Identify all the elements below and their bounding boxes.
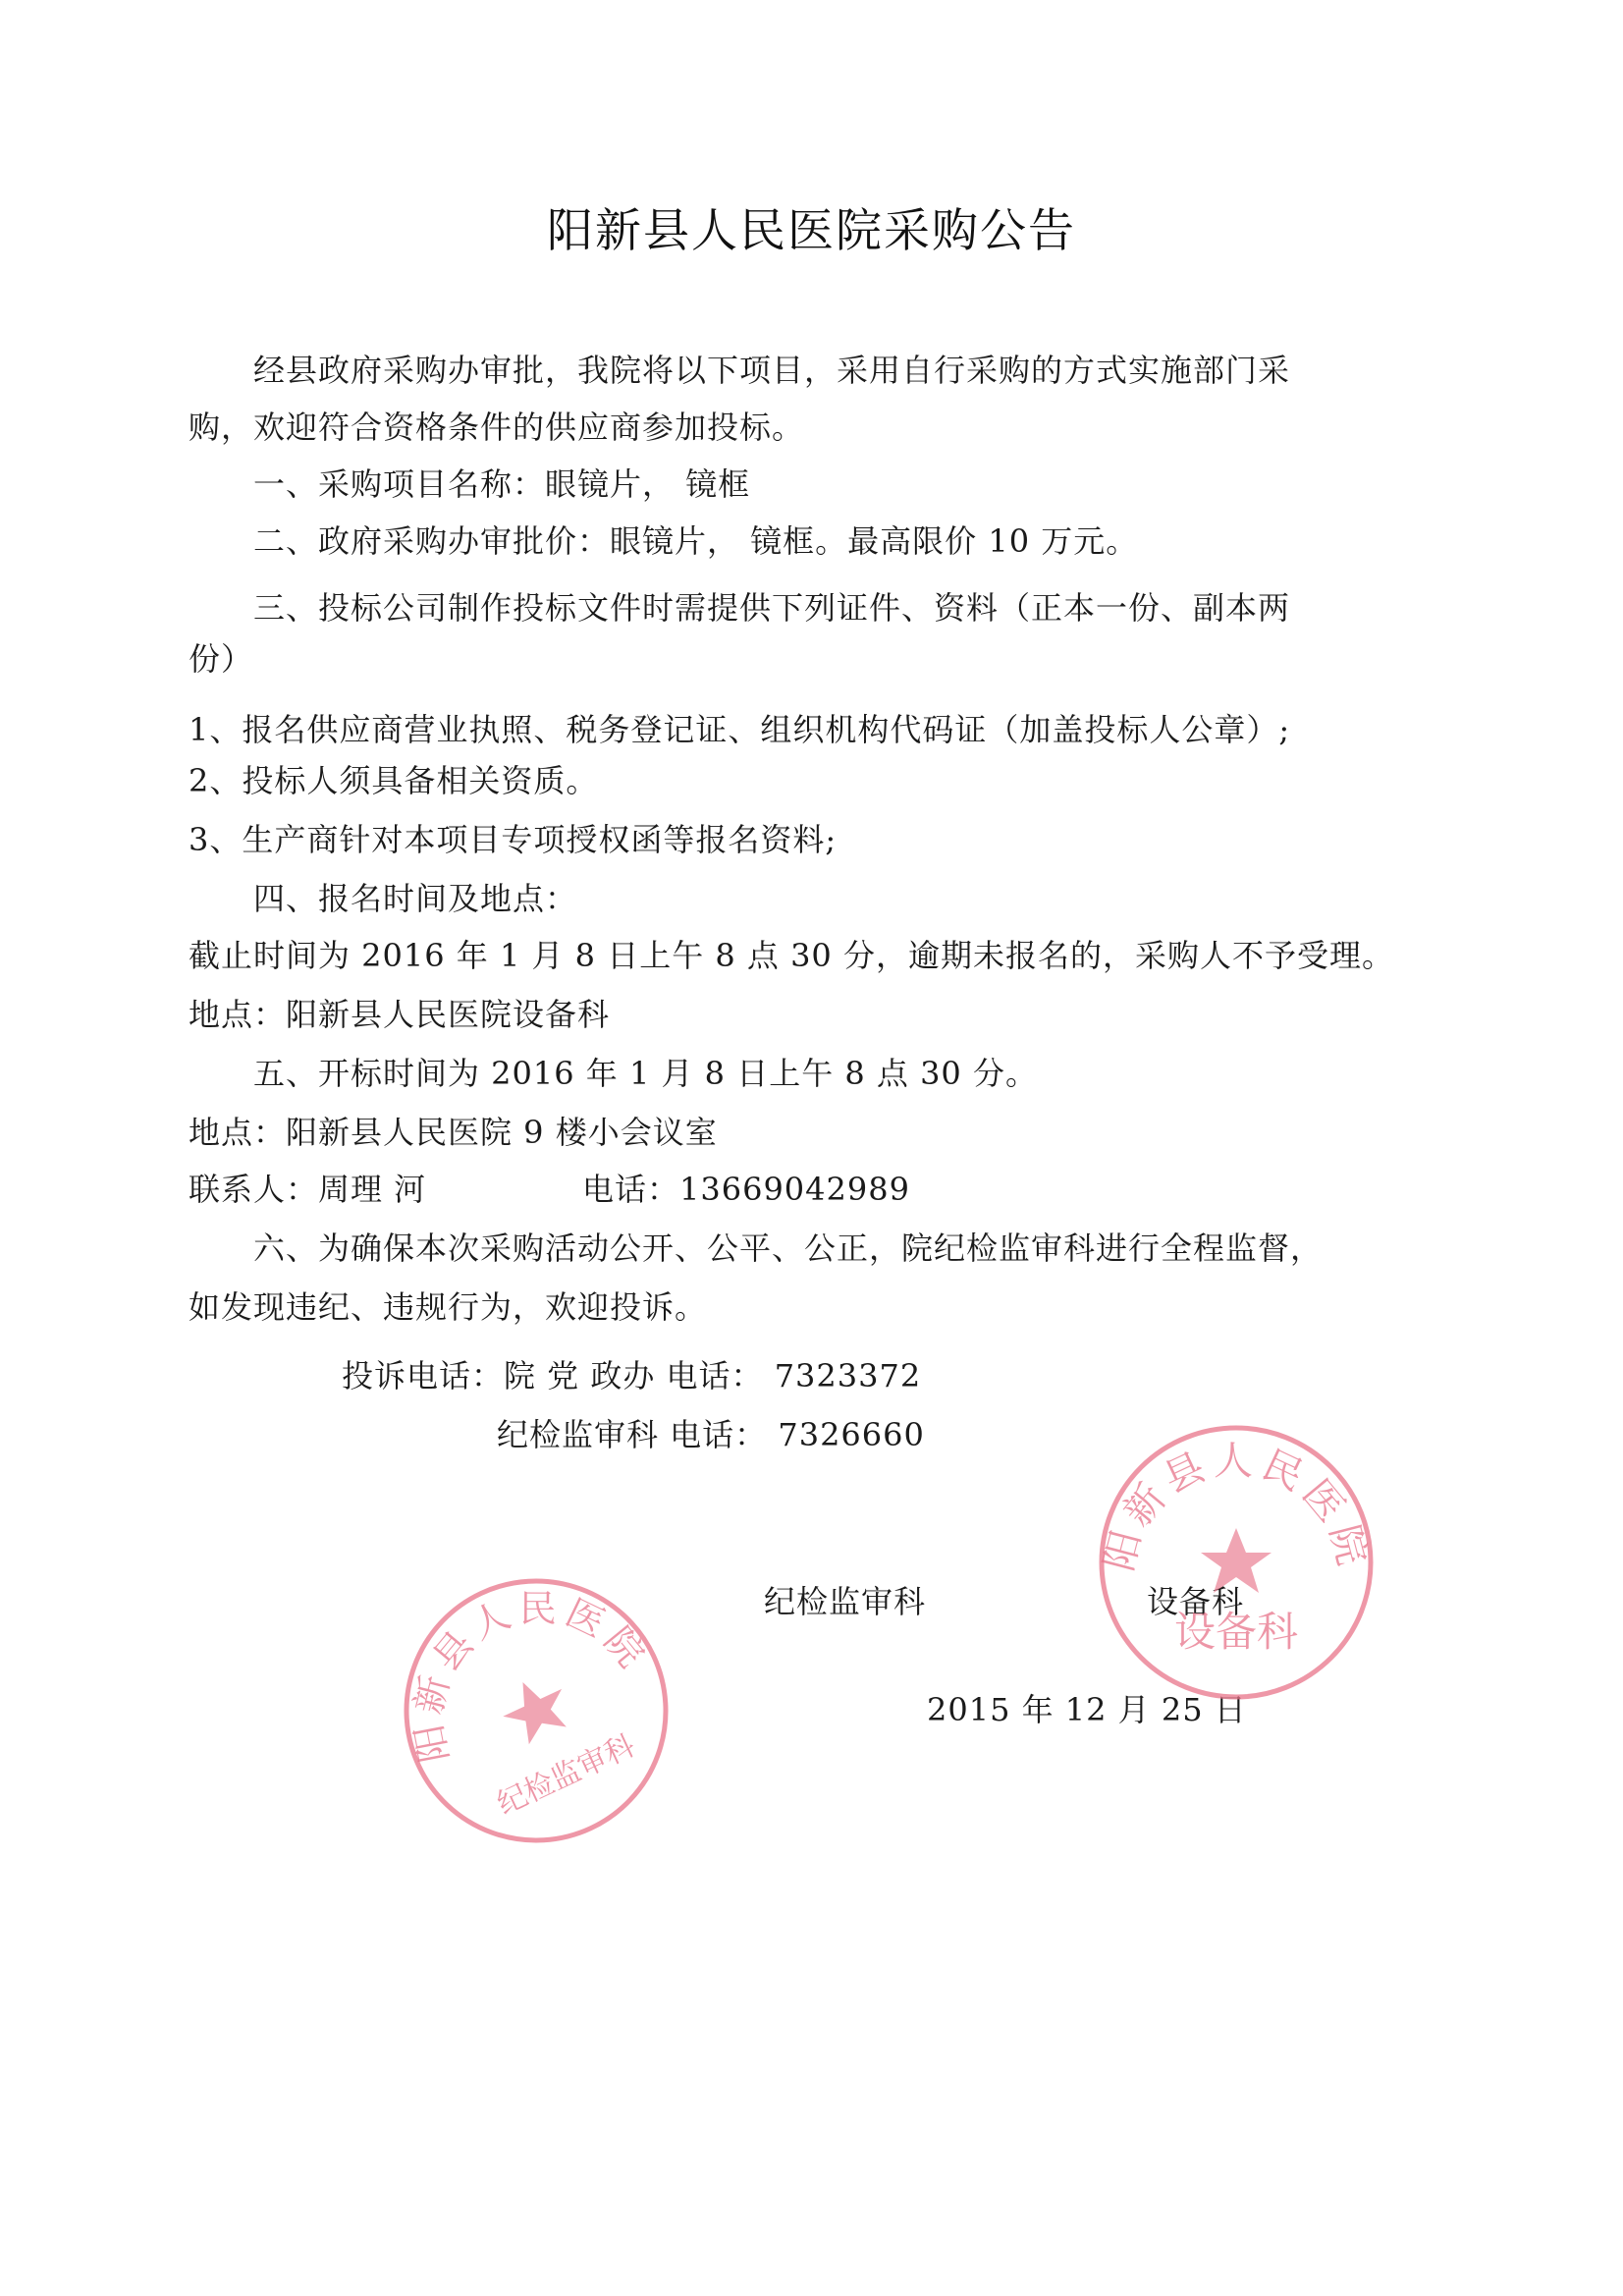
registration-location: 地点：阳新县人民医院设备科 bbox=[189, 996, 611, 1033]
svg-text:阳新县人民医院: 阳新县人民医院 bbox=[1096, 1439, 1377, 1576]
section-3-line-1: 三、投标公司制作投标文件时需提供下列证件、资料（正本一份、副本两 bbox=[253, 589, 1291, 627]
left-official-seal bbox=[399, 1573, 674, 1848]
intro-line-2: 购，欢迎符合资格条件的供应商参加投标。 bbox=[189, 409, 805, 446]
complaint-phone-line-2: 纪检监审科 电话： 7326660 bbox=[497, 1416, 925, 1453]
svg-text:阳新县人民医院: 阳新县人民医院 bbox=[406, 1586, 657, 1767]
signature-right: 设备科 bbox=[1147, 1583, 1245, 1620]
complaint-phone-line-1: 投诉电话：院 党 政办 电话： 7323372 bbox=[342, 1357, 922, 1394]
section-6-line-1: 六、为确保本次采购活动公开、公平、公正，院纪检监审科进行全程监督， bbox=[253, 1230, 1324, 1267]
section-3-line-2: 份） bbox=[189, 640, 254, 678]
requirement-1: 1、报名供应商营业执照、税务登记证、组织机构代码证（加盖投标人公章）; bbox=[189, 711, 1291, 748]
svg-text:设备科: 设备科 bbox=[1173, 1608, 1299, 1656]
requirement-3: 3、生产商针对本项目专项授权函等报名资料; bbox=[189, 821, 838, 858]
svg-text:纪检监审科: 纪检监审科 bbox=[492, 1728, 641, 1823]
section-6-line-2: 如发现违纪、违规行为，欢迎投诉。 bbox=[189, 1288, 708, 1326]
intro-line-1: 经县政府采购办审批，我院将以下项目，采用自行采购的方式实施部门采 bbox=[253, 352, 1291, 389]
opening-location: 地点：阳新县人民医院 9 楼小会议室 bbox=[189, 1114, 718, 1151]
requirement-2: 2、投标人须具备相关资质。 bbox=[189, 762, 599, 799]
section-1-item-name: 一、采购项目名称：眼镜片， 镜框 bbox=[253, 465, 751, 503]
document-date: 2015 年 12 月 25 日 bbox=[927, 1691, 1247, 1728]
registration-deadline: 截止时间为 2016 年 1 月 8 日上午 8 点 30 分，逾期未报名的，采购人不予受理。 bbox=[189, 937, 1394, 974]
section-2-approved-price: 二、政府采购办审批价：眼镜片， 镜框。最高限价 10 万元。 bbox=[253, 522, 1139, 560]
document-title: 阳新县人民医院采购公告 bbox=[547, 204, 1076, 258]
section-4-heading: 四、报名时间及地点： bbox=[253, 880, 578, 917]
section-5-opening-time: 五、开标时间为 2016 年 1 月 8 日上午 8 点 30 分。 bbox=[253, 1055, 1038, 1092]
signature-left: 纪检监审科 bbox=[764, 1583, 927, 1620]
right-official-seal bbox=[1094, 1420, 1379, 1705]
contact-person: 联系人：周理 河 bbox=[189, 1171, 427, 1208]
contact-phone: 电话：13669042989 bbox=[582, 1171, 910, 1208]
